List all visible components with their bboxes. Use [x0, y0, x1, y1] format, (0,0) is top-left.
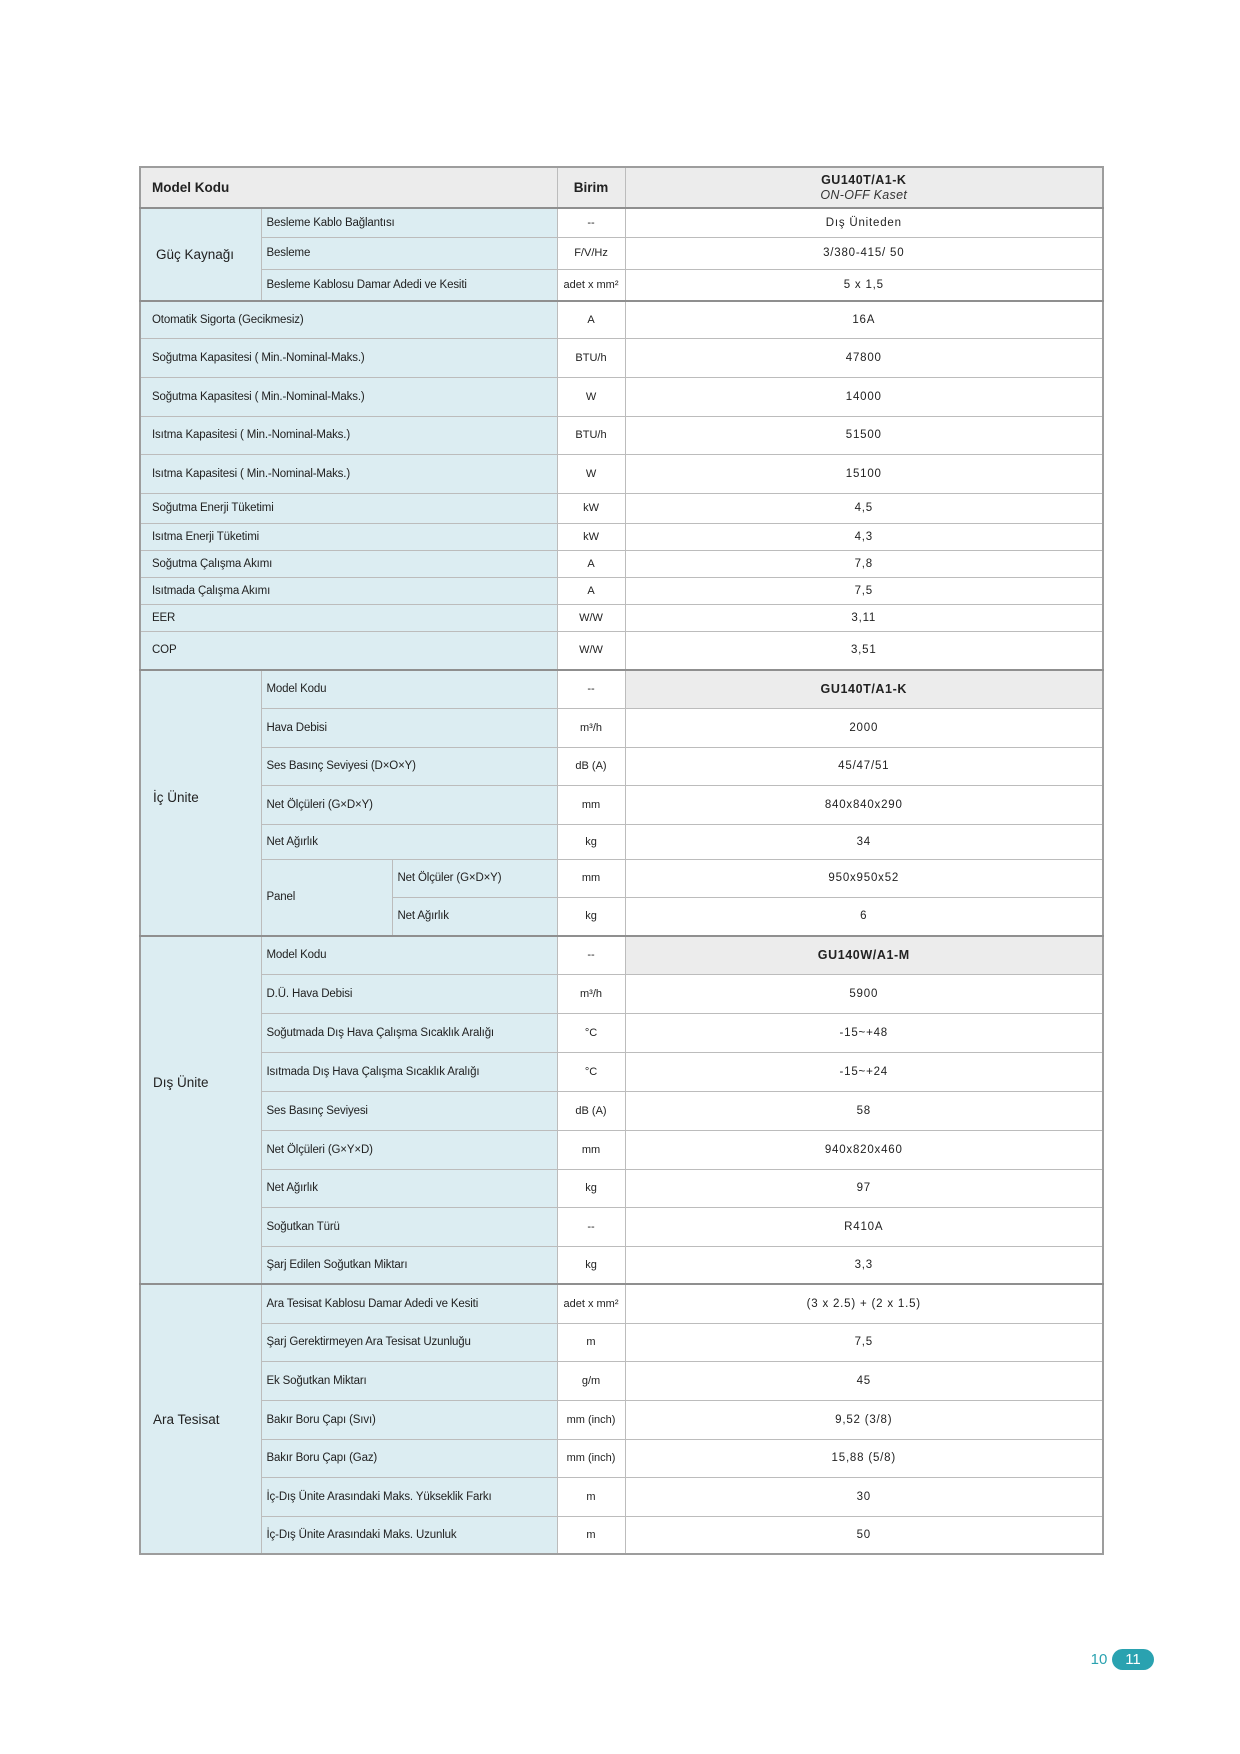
row-unit: kg: [557, 824, 625, 859]
table-row: [140, 824, 1103, 859]
table-row: [140, 631, 1103, 670]
row-label: Ek Soğutkan Miktarı: [261, 1361, 557, 1400]
table-row: [140, 974, 1103, 1013]
table-row: [140, 1207, 1103, 1246]
row-value: 97: [625, 1169, 1103, 1207]
row-value: 45: [625, 1361, 1103, 1400]
row-unit: BTU/h: [557, 416, 625, 454]
row-value: R410A: [625, 1207, 1103, 1246]
page-number-left: 10: [1090, 1651, 1108, 1668]
table-row: [140, 1516, 1103, 1554]
row-label: Besleme Kablo Bağlantısı: [261, 208, 557, 237]
row-unit: --: [557, 936, 625, 974]
row-label: Hava Debisi: [261, 708, 557, 747]
page-number-right: 11: [1112, 1649, 1154, 1670]
row-unit: kg: [557, 1246, 625, 1284]
row-label: Soğutmada Dış Hava Çalışma Sıcaklık Aralığı: [261, 1013, 557, 1052]
row-label: Şarj Edilen Soğutkan Miktarı: [261, 1246, 557, 1284]
table-row: [140, 1246, 1103, 1284]
header-model-code: GU140T/A1-K: [821, 172, 907, 187]
table-row: [140, 936, 1103, 974]
row-unit: °C: [557, 1052, 625, 1091]
table-row: [140, 237, 1103, 269]
row-value: 34: [625, 824, 1103, 859]
row-label: Model Kodu: [261, 670, 557, 708]
indoor-model-code: GU140T/A1-K: [625, 670, 1103, 708]
row-value: 3,51: [625, 631, 1103, 670]
table-row: [140, 1477, 1103, 1516]
row-label: COP: [140, 631, 557, 670]
row-label: Soğutkan Türü: [261, 1207, 557, 1246]
table-row: [140, 377, 1103, 416]
row-value: 51500: [625, 416, 1103, 454]
row-label: Ses Basınç Seviyesi (D×O×Y): [261, 747, 557, 785]
row-unit: --: [557, 208, 625, 237]
row-value: 58: [625, 1091, 1103, 1130]
table-row: [140, 1323, 1103, 1361]
row-label: Soğutma Enerji Tüketimi: [140, 493, 557, 523]
table-row: [140, 1091, 1103, 1130]
row-value: 16A: [625, 301, 1103, 338]
row-unit: mm (inch): [557, 1439, 625, 1477]
table-row: [140, 338, 1103, 377]
row-unit: mm (inch): [557, 1400, 625, 1439]
row-label: Isıtma Enerji Tüketimi: [140, 523, 557, 550]
table-row: [140, 708, 1103, 747]
row-value: -15~+24: [625, 1052, 1103, 1091]
row-value: 4,3: [625, 523, 1103, 550]
table-row: [140, 747, 1103, 785]
row-unit: W/W: [557, 631, 625, 670]
row-label: Net Ağırlık: [392, 897, 557, 936]
table-row: [140, 1439, 1103, 1477]
row-unit: --: [557, 670, 625, 708]
row-value: 6: [625, 897, 1103, 936]
row-value: 840x840x290: [625, 785, 1103, 824]
row-unit: mm: [557, 785, 625, 824]
header-unit-label: Birim: [557, 167, 625, 208]
table-row: [140, 1013, 1103, 1052]
table-row: [140, 416, 1103, 454]
table-row: [140, 1130, 1103, 1169]
row-label: Isıtma Kapasitesi ( Min.-Nominal-Maks.): [140, 454, 557, 493]
table-row: [140, 301, 1103, 338]
row-unit: dB (A): [557, 1091, 625, 1130]
row-unit: adet x mm²: [557, 269, 625, 301]
table-row: [140, 577, 1103, 604]
row-unit: W: [557, 454, 625, 493]
row-unit: F/V/Hz: [557, 237, 625, 269]
header-model-label: Model Kodu: [140, 167, 557, 208]
table-row: [140, 208, 1103, 237]
panel-label: Panel: [261, 859, 392, 936]
header-model-cell: [625, 167, 1103, 208]
table-row: [140, 550, 1103, 577]
row-value: 50: [625, 1516, 1103, 1554]
row-label: Ses Basınç Seviyesi: [261, 1091, 557, 1130]
row-unit: kW: [557, 493, 625, 523]
indoor-group-label: İç Ünite: [140, 670, 261, 936]
row-value: 940x820x460: [625, 1130, 1103, 1169]
row-unit: adet x mm²: [557, 1284, 625, 1323]
row-unit: m³/h: [557, 708, 625, 747]
row-unit: A: [557, 550, 625, 577]
row-value: Dış Üniteden: [625, 208, 1103, 237]
row-unit: A: [557, 577, 625, 604]
row-value: 950x950x52: [625, 859, 1103, 897]
row-label: Net Ölçüleri (G×D×Y): [261, 785, 557, 824]
row-unit: m: [557, 1323, 625, 1361]
row-value: 47800: [625, 338, 1103, 377]
row-unit: kW: [557, 523, 625, 550]
row-value: 3,11: [625, 604, 1103, 631]
table-row: [140, 859, 1103, 897]
row-label: Isıtmada Çalışma Akımı: [140, 577, 557, 604]
row-label: Net Ağırlık: [261, 1169, 557, 1207]
row-label: Isıtmada Dış Hava Çalışma Sıcaklık Aralığı: [261, 1052, 557, 1091]
row-unit: °C: [557, 1013, 625, 1052]
row-value: 2000: [625, 708, 1103, 747]
row-label: Soğutma Çalışma Akımı: [140, 550, 557, 577]
table-row: [140, 604, 1103, 631]
row-label: Soğutma Kapasitesi ( Min.-Nominal-Maks.): [140, 377, 557, 416]
row-label: Besleme: [261, 237, 557, 269]
table-row: [140, 493, 1103, 523]
table-row: [140, 1400, 1103, 1439]
row-label: Net Ölçüleri (G×Y×D): [261, 1130, 557, 1169]
table-row: [140, 1169, 1103, 1207]
table-row: [140, 454, 1103, 493]
table-row: [140, 785, 1103, 824]
row-value: 9,52 (3/8): [625, 1400, 1103, 1439]
row-value: 3/380-415/ 50: [625, 237, 1103, 269]
row-unit: W: [557, 377, 625, 416]
table-row: [140, 523, 1103, 550]
header-row: [140, 167, 1103, 208]
row-label: Ara Tesisat Kablosu Damar Adedi ve Kesiti: [261, 1284, 557, 1323]
row-label: Soğutma Kapasitesi ( Min.-Nominal-Maks.): [140, 338, 557, 377]
row-unit: m³/h: [557, 974, 625, 1013]
row-value: 45/47/51: [625, 747, 1103, 785]
row-unit: g/m: [557, 1361, 625, 1400]
row-unit: m: [557, 1516, 625, 1554]
row-label: Net Ağırlık: [261, 824, 557, 859]
row-unit: A: [557, 301, 625, 338]
row-value: 7,5: [625, 1323, 1103, 1361]
piping-group-label: Ara Tesisat: [140, 1284, 261, 1554]
power-group-label: Güç Kaynağı: [140, 208, 261, 301]
row-value: 15100: [625, 454, 1103, 493]
row-label: Net Ölçüler (G×D×Y): [392, 859, 557, 897]
row-value: 5900: [625, 974, 1103, 1013]
row-value: 15,88 (5/8): [625, 1439, 1103, 1477]
row-unit: kg: [557, 1169, 625, 1207]
row-unit: W/W: [557, 604, 625, 631]
row-unit: --: [557, 1207, 625, 1246]
table-row: [140, 1361, 1103, 1400]
row-unit: m: [557, 1477, 625, 1516]
outdoor-model-code: GU140W/A1-M: [625, 936, 1103, 974]
outdoor-group-label: Dış Ünite: [140, 936, 261, 1284]
row-value: (3 x 2.5) + (2 x 1.5): [625, 1284, 1103, 1323]
row-value: 7,8: [625, 550, 1103, 577]
row-label: İç-Dış Ünite Arasındaki Maks. Yükseklik Farkı: [261, 1477, 557, 1516]
row-label: Bakır Boru Çapı (Sıvı): [261, 1400, 557, 1439]
row-unit: mm: [557, 1130, 625, 1169]
row-label: Besleme Kablosu Damar Adedi ve Kesiti: [261, 269, 557, 301]
table-row: [140, 269, 1103, 301]
header-model-type: ON-OFF Kaset: [820, 187, 908, 202]
row-label: EER: [140, 604, 557, 631]
row-label: Şarj Gerektirmeyen Ara Tesisat Uzunluğu: [261, 1323, 557, 1361]
row-value: 3,3: [625, 1246, 1103, 1284]
spec-table: [139, 166, 1104, 1555]
row-label: D.Ü. Hava Debisi: [261, 974, 557, 1013]
row-value: 30: [625, 1477, 1103, 1516]
row-label: Isıtma Kapasitesi ( Min.-Nominal-Maks.): [140, 416, 557, 454]
row-unit: BTU/h: [557, 338, 625, 377]
row-label: Bakır Boru Çapı (Gaz): [261, 1439, 557, 1477]
row-label: İç-Dış Ünite Arasındaki Maks. Uzunluk: [261, 1516, 557, 1554]
row-value: 4,5: [625, 493, 1103, 523]
row-label: Model Kodu: [261, 936, 557, 974]
table-row: [140, 1052, 1103, 1091]
row-unit: dB (A): [557, 747, 625, 785]
row-unit: kg: [557, 897, 625, 936]
table-row: [140, 1284, 1103, 1323]
row-value: 14000: [625, 377, 1103, 416]
row-value: 7,5: [625, 577, 1103, 604]
row-value: 5 x 1,5: [625, 269, 1103, 301]
row-value: -15~+48: [625, 1013, 1103, 1052]
table-row: [140, 670, 1103, 708]
row-unit: mm: [557, 859, 625, 897]
row-label: Otomatik Sigorta (Gecikmesiz): [140, 301, 557, 338]
